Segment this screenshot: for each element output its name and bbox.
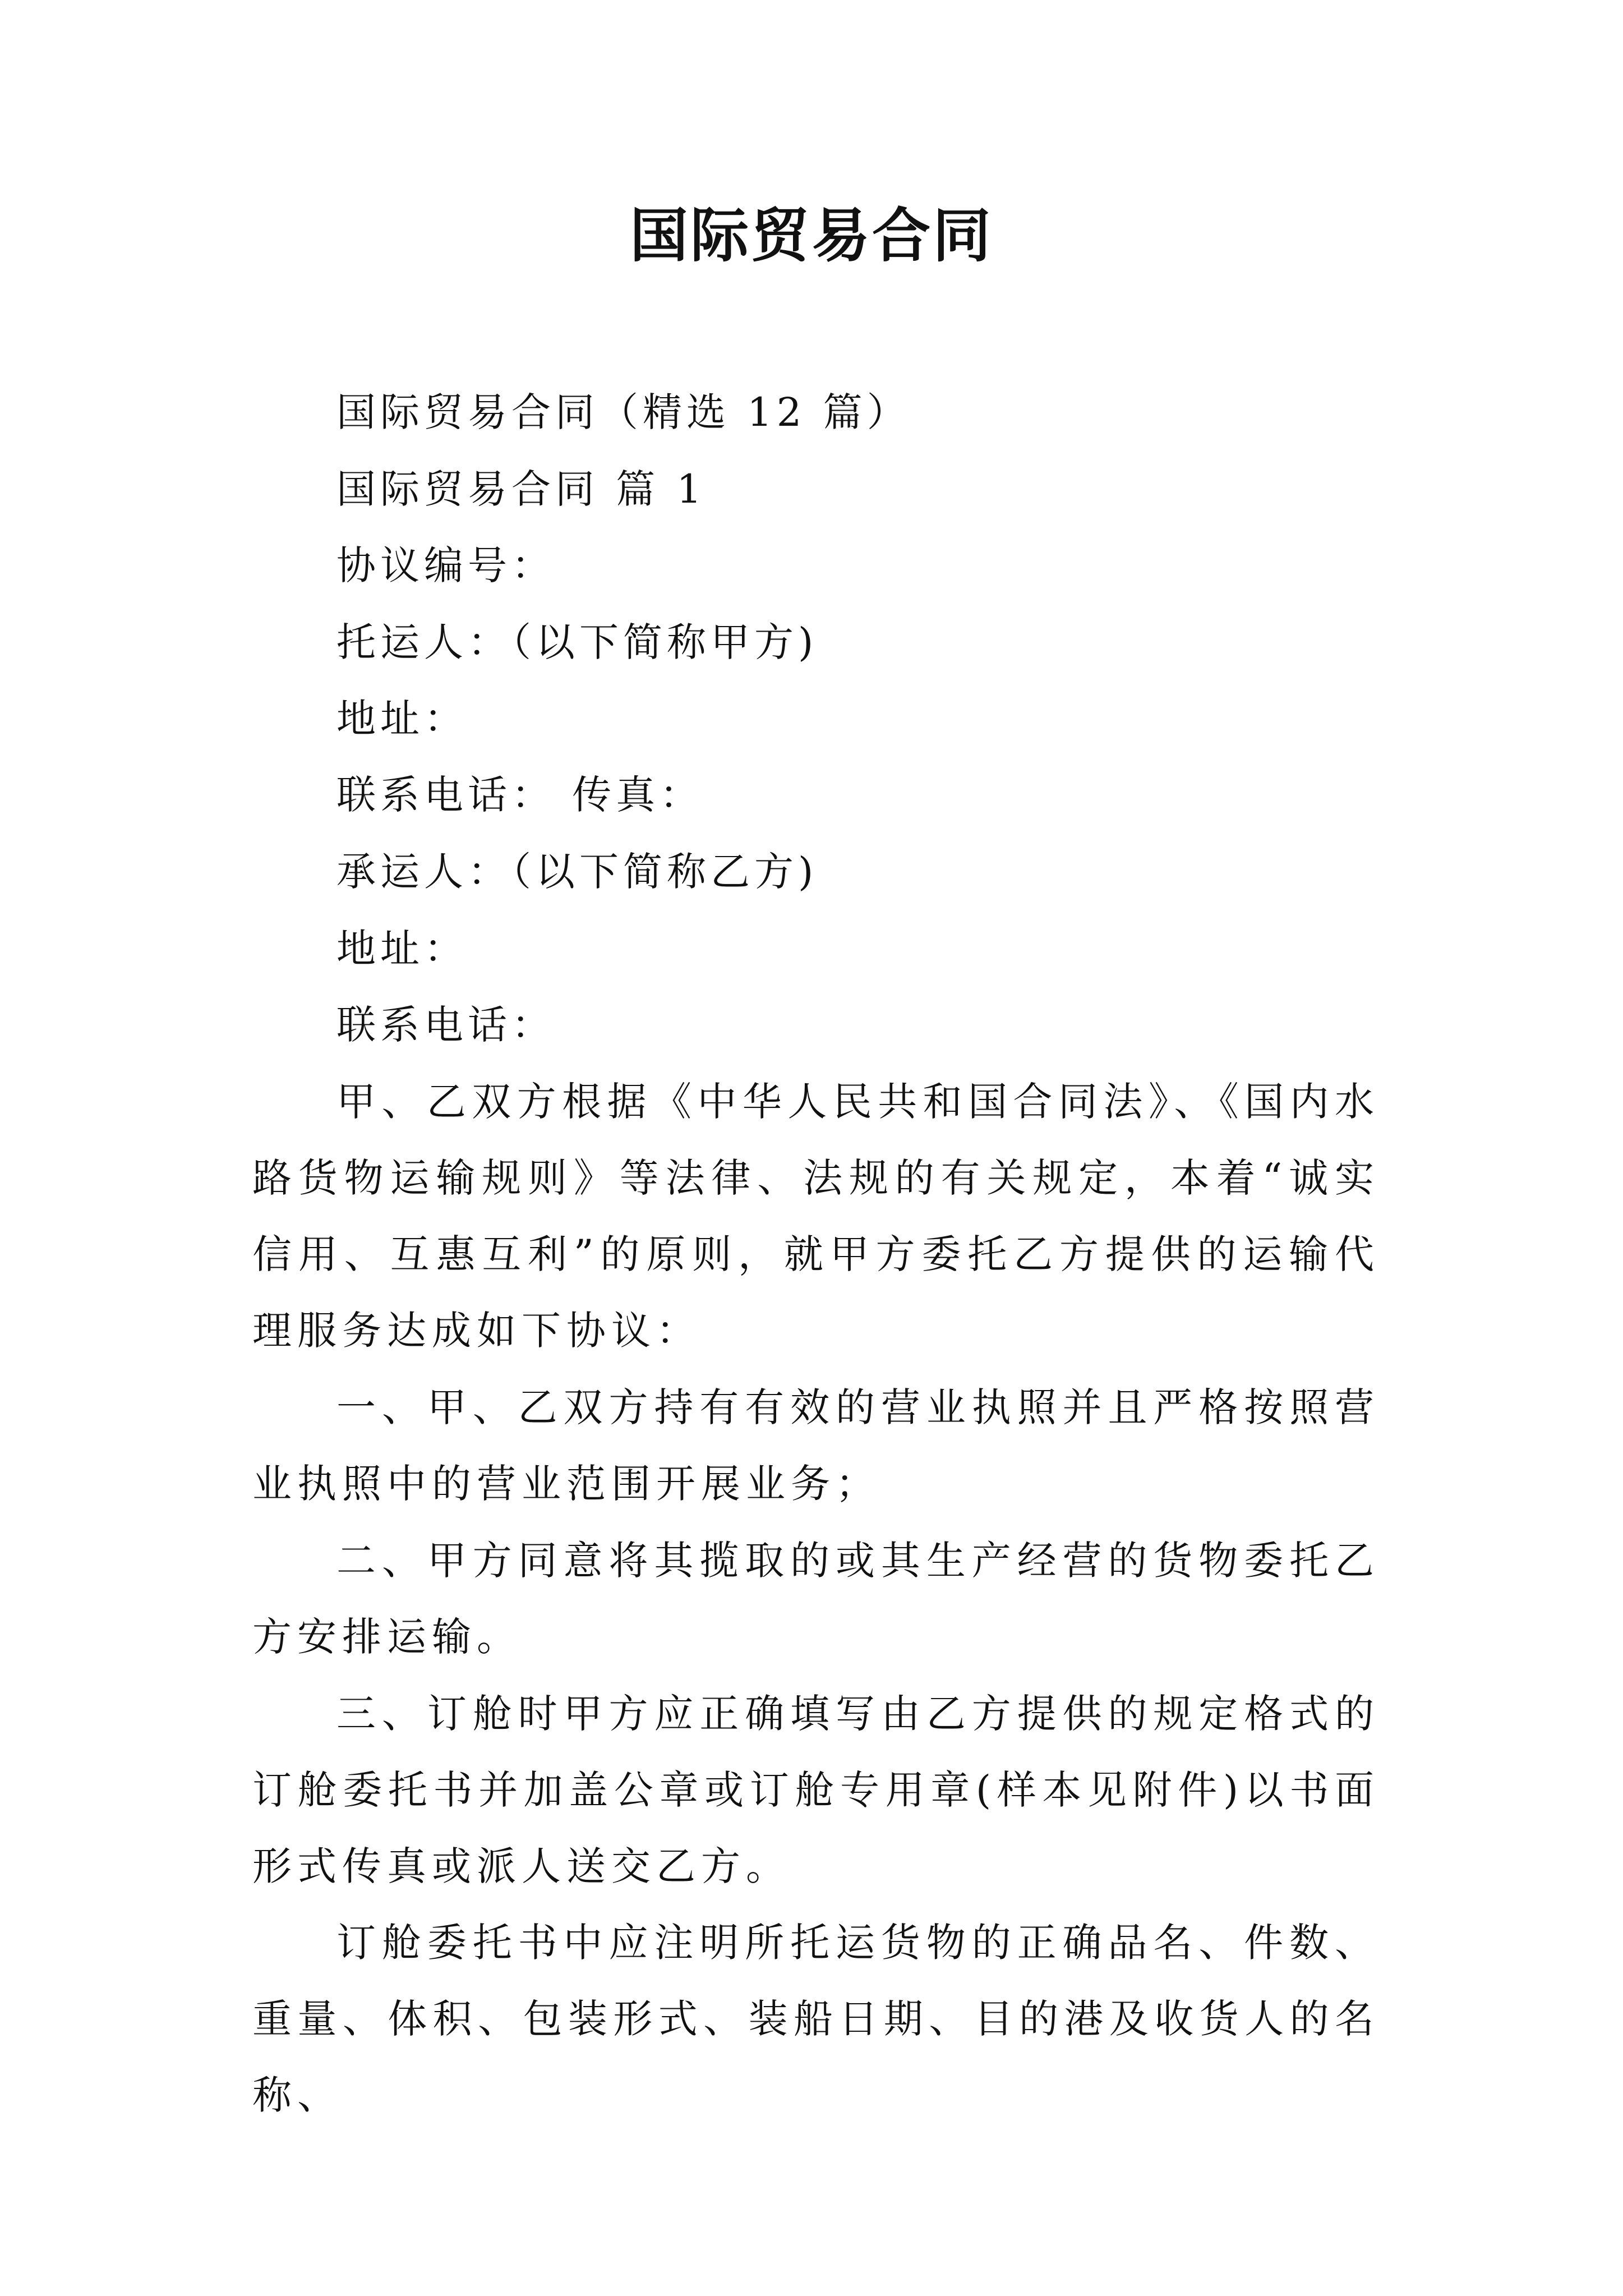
shipper-field: 托运人：（以下简称甲方) bbox=[336, 619, 818, 665]
body-paragraph: 一、甲、乙双方持有有效的营业执照并且严格按照营业执照中的营业范围开展业务； bbox=[252, 1384, 1380, 1507]
body-paragraph: 订舱委托书中应注明所托运货物的正确品名、件数、重量、体积、包装形式、装船日期、目的港及收货人的名称、 bbox=[252, 1920, 1380, 2118]
carrier-address-field: 地址： bbox=[336, 926, 468, 972]
subtitle-line: 国际贸易合同（精选 12 篇） bbox=[336, 389, 911, 435]
document-title: 国际贸易合同 bbox=[629, 201, 993, 270]
agreement-number-field: 协议编号： bbox=[336, 542, 555, 588]
section-heading: 国际贸易合同 篇 1 bbox=[336, 466, 707, 512]
carrier-field: 承运人：（以下简称乙方) bbox=[336, 849, 818, 895]
shipper-address-field: 地址： bbox=[336, 696, 468, 742]
body-paragraph: 甲、乙双方根据《中华人民共和国合同法》、《国内水路货物运输规则》等法律、法规的有关规定，本着“诚实信用、互惠互利”的原则，就甲方委托乙方提供的运输代理服务达成如下协议： bbox=[252, 1079, 1380, 1354]
carrier-phone-field: 联系电话： bbox=[336, 1002, 555, 1048]
body-paragraph: 三、订舱时甲方应正确填写由乙方提供的规定格式的订舱委托书并加盖公章或订舱专用章(样本见附件)以书面形式传真或派人送交乙方。 bbox=[252, 1691, 1380, 1889]
body-paragraph: 二、甲方同意将其揽取的或其生产经营的货物委托乙方安排运输。 bbox=[252, 1538, 1380, 1660]
shipper-phone-fax-field: 联系电话： 传真： bbox=[336, 772, 704, 818]
